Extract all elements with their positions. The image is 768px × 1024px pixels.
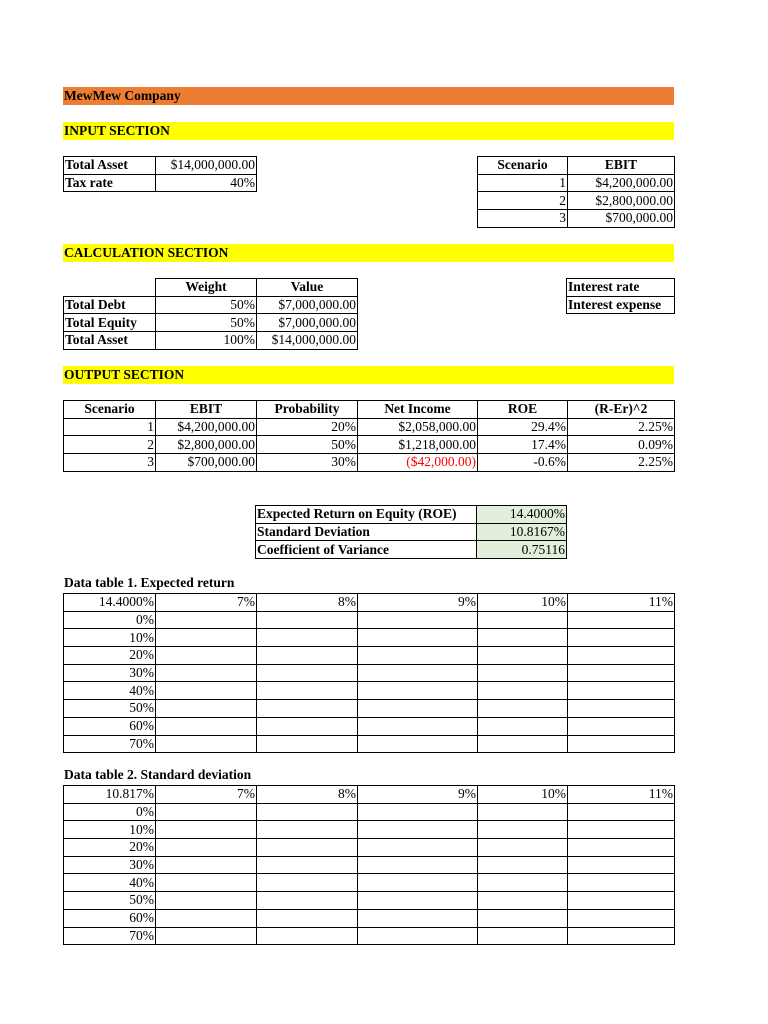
data-cell[interactable] (257, 839, 358, 857)
value-cell[interactable]: $7,000,000.00 (257, 296, 358, 314)
data-cell[interactable] (257, 629, 358, 647)
scenario-cell[interactable]: 2 (64, 436, 156, 454)
probability-header[interactable]: Probability (257, 401, 358, 419)
company-header: MewMew Company (63, 87, 674, 105)
column-header-cell[interactable]: 8% (257, 786, 358, 804)
data-cell[interactable] (568, 664, 675, 682)
row-header-cell[interactable]: 0% (64, 611, 156, 629)
row-header-cell[interactable]: 30% (64, 664, 156, 682)
row-header-cell[interactable]: 60% (64, 909, 156, 927)
column-header-cell[interactable]: 9% (358, 786, 478, 804)
roe-cell[interactable]: 17.4% (478, 436, 568, 454)
data-cell[interactable] (156, 909, 257, 927)
data-cell[interactable] (257, 803, 358, 821)
data-cell[interactable] (358, 717, 478, 735)
value-cell[interactable]: $14,000,000.00 (257, 332, 358, 350)
scenario-header[interactable]: Scenario (64, 401, 156, 419)
column-header-cell[interactable]: 11% (568, 786, 675, 804)
total-asset-value[interactable]: $14,000,000.00 (156, 157, 257, 175)
output-table (63, 400, 675, 472)
table-row (64, 682, 675, 700)
data-cell[interactable] (568, 682, 675, 700)
column-header-cell[interactable]: 7% (156, 594, 257, 612)
data-cell[interactable] (156, 821, 257, 839)
ebit-cell[interactable]: $700,000.00 (156, 454, 257, 472)
data-cell[interactable] (478, 664, 568, 682)
data-cell[interactable] (257, 682, 358, 700)
table-row (64, 332, 358, 350)
column-header-cell[interactable]: 10% (478, 786, 568, 804)
interest-expense-label[interactable]: Interest expense (567, 296, 675, 314)
data-cell[interactable] (478, 909, 568, 927)
data-cell[interactable] (358, 909, 478, 927)
data-cell[interactable] (568, 892, 675, 910)
table-row (478, 192, 675, 210)
total-asset-label[interactable]: Total Asset (64, 332, 156, 350)
row-header-cell[interactable]: 50% (64, 892, 156, 910)
scenario-cell[interactable]: 1 (64, 418, 156, 436)
blank-header-cell (64, 279, 156, 297)
data-cell[interactable] (478, 717, 568, 735)
data-cell[interactable] (478, 647, 568, 665)
table-row (64, 839, 675, 857)
table-row (64, 856, 675, 874)
data-cell[interactable] (156, 664, 257, 682)
data-cell[interactable] (156, 629, 257, 647)
row-header-cell[interactable]: 50% (64, 700, 156, 718)
row-header-cell[interactable]: 60% (64, 717, 156, 735)
table-row (64, 664, 675, 682)
data-cell[interactable] (568, 874, 675, 892)
table-row (64, 700, 675, 718)
tax-rate-label[interactable]: Tax rate (64, 174, 156, 192)
data-table-1-title: Data table 1. Expected return (64, 575, 235, 590)
data-cell[interactable] (478, 892, 568, 910)
row-header-cell[interactable]: 40% (64, 874, 156, 892)
weight-header[interactable]: Weight (156, 279, 257, 297)
data-cell[interactable] (568, 856, 675, 874)
table-row (64, 647, 675, 665)
net-income-cell-negative[interactable]: ($42,000.00) (358, 454, 478, 472)
table-row (64, 874, 675, 892)
row-header-cell[interactable]: 70% (64, 735, 156, 753)
data-cell[interactable] (257, 717, 358, 735)
table-row (256, 506, 567, 524)
data-cell[interactable] (257, 700, 358, 718)
row-header-cell[interactable]: 30% (64, 856, 156, 874)
ebit-cell[interactable]: $4,200,000.00 (156, 418, 257, 436)
row-header-cell[interactable]: 20% (64, 647, 156, 665)
weight-cell[interactable]: 50% (156, 296, 257, 314)
table-row (64, 296, 358, 314)
row-header-cell[interactable]: 20% (64, 839, 156, 857)
interest-rate-label[interactable]: Interest rate (567, 279, 675, 297)
data-cell[interactable] (568, 839, 675, 857)
table-row (64, 786, 675, 804)
ebit-cell[interactable]: $4,200,000.00 (568, 174, 675, 192)
scenario-cell[interactable]: 1 (478, 174, 568, 192)
row-header-cell[interactable]: 10% (64, 629, 156, 647)
data-cell[interactable] (478, 700, 568, 718)
capital-structure-table (63, 278, 358, 350)
table-row (64, 927, 675, 945)
table-row (64, 735, 675, 753)
data-cell[interactable] (478, 611, 568, 629)
table-row (64, 174, 257, 192)
data-cell[interactable] (257, 909, 358, 927)
net-income-cell[interactable]: $1,218,000.00 (358, 436, 478, 454)
ebit-cell[interactable]: $2,800,000.00 (568, 192, 675, 210)
ebit-cell[interactable]: $700,000.00 (568, 210, 675, 228)
data-cell[interactable] (478, 874, 568, 892)
table-row (64, 279, 358, 297)
data-cell[interactable] (568, 629, 675, 647)
data-cell[interactable] (358, 892, 478, 910)
roe-cell[interactable]: -0.6% (478, 454, 568, 472)
data-cell[interactable] (156, 839, 257, 857)
data-cell[interactable] (156, 735, 257, 753)
data-cell[interactable] (257, 611, 358, 629)
data-cell[interactable] (156, 682, 257, 700)
weight-cell[interactable]: 100% (156, 332, 257, 350)
table-row (64, 909, 675, 927)
scenario-cell[interactable]: 3 (64, 454, 156, 472)
probability-cell[interactable]: 50% (257, 436, 358, 454)
table-row (64, 611, 675, 629)
table-row (256, 541, 567, 559)
interest-table (566, 278, 675, 314)
data-cell[interactable] (568, 647, 675, 665)
data-cell[interactable] (358, 803, 478, 821)
std-dev-label[interactable]: Standard Deviation (256, 523, 477, 541)
summary-table (255, 505, 567, 559)
expected-roe-label[interactable]: Expected Return on Equity (ROE) (256, 506, 477, 524)
data-cell[interactable] (257, 892, 358, 910)
total-debt-label[interactable]: Total Debt (64, 296, 156, 314)
deviation-cell[interactable]: 2.25% (568, 418, 675, 436)
scenario-cell[interactable]: 2 (478, 192, 568, 210)
net-income-header[interactable]: Net Income (358, 401, 478, 419)
table-row (567, 279, 675, 297)
data-cell[interactable] (156, 803, 257, 821)
total-equity-label[interactable]: Total Equity (64, 314, 156, 332)
column-header-cell[interactable]: 11% (568, 594, 675, 612)
data-cell[interactable] (478, 839, 568, 857)
data-cell[interactable] (478, 682, 568, 700)
row-header-cell[interactable]: 0% (64, 803, 156, 821)
data-cell[interactable] (358, 682, 478, 700)
data-cell[interactable] (156, 700, 257, 718)
data-cell[interactable] (156, 892, 257, 910)
column-header-cell[interactable]: 9% (358, 594, 478, 612)
total-asset-label[interactable]: Total Asset (64, 157, 156, 175)
input-section-header: INPUT SECTION (63, 122, 674, 140)
data-cell[interactable] (358, 856, 478, 874)
deviation-cell[interactable]: 2.25% (568, 454, 675, 472)
data-table-corner-cell[interactable]: 14.4000% (64, 594, 156, 612)
data-cell[interactable] (156, 874, 257, 892)
ebit-header[interactable]: EBIT (568, 157, 675, 175)
net-income-cell[interactable]: $2,058,000.00 (358, 418, 478, 436)
data-cell[interactable] (478, 803, 568, 821)
table-row (64, 803, 675, 821)
table-row (567, 296, 675, 314)
data-cell[interactable] (156, 717, 257, 735)
row-header-cell[interactable]: 70% (64, 927, 156, 945)
expected-roe-value[interactable]: 14.4000% (477, 506, 567, 524)
data-cell[interactable] (156, 927, 257, 945)
data-cell[interactable] (257, 735, 358, 753)
probability-cell[interactable]: 20% (257, 418, 358, 436)
std-dev-value[interactable]: 10.8167% (477, 523, 567, 541)
data-cell[interactable] (568, 927, 675, 945)
data-cell[interactable] (358, 647, 478, 665)
data-cell[interactable] (156, 647, 257, 665)
data-cell[interactable] (568, 803, 675, 821)
roe-cell[interactable]: 29.4% (478, 418, 568, 436)
column-header-cell[interactable]: 8% (257, 594, 358, 612)
tax-rate-value[interactable]: 40% (156, 174, 257, 192)
data-cell[interactable] (358, 839, 478, 857)
table-row (64, 454, 675, 472)
table-row (64, 436, 675, 454)
row-header-cell[interactable]: 10% (64, 821, 156, 839)
table-row (64, 418, 675, 436)
data-cell[interactable] (478, 629, 568, 647)
data-cell[interactable] (358, 735, 478, 753)
table-row (64, 594, 675, 612)
table-row (478, 210, 675, 228)
data-cell[interactable] (156, 856, 257, 874)
data-cell[interactable] (568, 909, 675, 927)
table-row (64, 314, 358, 332)
scenario-cell[interactable]: 3 (478, 210, 568, 228)
data-cell[interactable] (568, 717, 675, 735)
deviation-cell[interactable]: 0.09% (568, 436, 675, 454)
table-row (256, 523, 567, 541)
table-row (478, 174, 675, 192)
data-cell[interactable] (358, 821, 478, 839)
table-row (64, 157, 257, 175)
data-cell[interactable] (568, 611, 675, 629)
data-table-corner-cell[interactable]: 10.817% (64, 786, 156, 804)
coefficient-of-variance-label[interactable]: Coefficient of Variance (256, 541, 477, 559)
data-cell[interactable] (257, 874, 358, 892)
scenario-ebit-table (477, 156, 675, 228)
data-table-1 (63, 593, 675, 753)
data-cell[interactable] (478, 821, 568, 839)
data-cell[interactable] (358, 611, 478, 629)
table-row (478, 157, 675, 175)
data-table-2 (63, 785, 675, 945)
data-cell[interactable] (257, 821, 358, 839)
deviation-header[interactable]: (R-Er)^2 (568, 401, 675, 419)
data-table-2-title: Data table 2. Standard deviation (64, 767, 252, 782)
table-row (64, 892, 675, 910)
data-cell[interactable] (257, 647, 358, 665)
data-cell[interactable] (257, 664, 358, 682)
column-header-cell[interactable]: 7% (156, 786, 257, 804)
data-cell[interactable] (478, 735, 568, 753)
coefficient-of-variance-value[interactable]: 0.75116 (477, 541, 567, 559)
table-row (64, 821, 675, 839)
data-cell[interactable] (568, 700, 675, 718)
weight-cell[interactable]: 50% (156, 314, 257, 332)
value-cell[interactable]: $7,000,000.00 (257, 314, 358, 332)
table-row (64, 717, 675, 735)
data-cell[interactable] (358, 700, 478, 718)
column-header-cell[interactable]: 10% (478, 594, 568, 612)
probability-cell[interactable]: 30% (257, 454, 358, 472)
row-header-cell[interactable]: 40% (64, 682, 156, 700)
roe-header[interactable]: ROE (478, 401, 568, 419)
ebit-cell[interactable]: $2,800,000.00 (156, 436, 257, 454)
data-cell[interactable] (478, 856, 568, 874)
output-section-header: OUTPUT SECTION (63, 366, 674, 384)
data-cell[interactable] (257, 856, 358, 874)
data-cell[interactable] (156, 611, 257, 629)
data-cell[interactable] (358, 664, 478, 682)
data-cell[interactable] (257, 927, 358, 945)
data-cell[interactable] (358, 874, 478, 892)
data-cell[interactable] (568, 821, 675, 839)
table-row (64, 629, 675, 647)
data-cell[interactable] (478, 927, 568, 945)
data-cell[interactable] (358, 927, 478, 945)
scenario-header[interactable]: Scenario (478, 157, 568, 175)
calculation-section-header: CALCULATION SECTION (63, 244, 674, 262)
value-header[interactable]: Value (257, 279, 358, 297)
input-table (63, 156, 257, 192)
data-cell[interactable] (358, 629, 478, 647)
data-cell[interactable] (568, 735, 675, 753)
table-row (64, 401, 675, 419)
ebit-header[interactable]: EBIT (156, 401, 257, 419)
